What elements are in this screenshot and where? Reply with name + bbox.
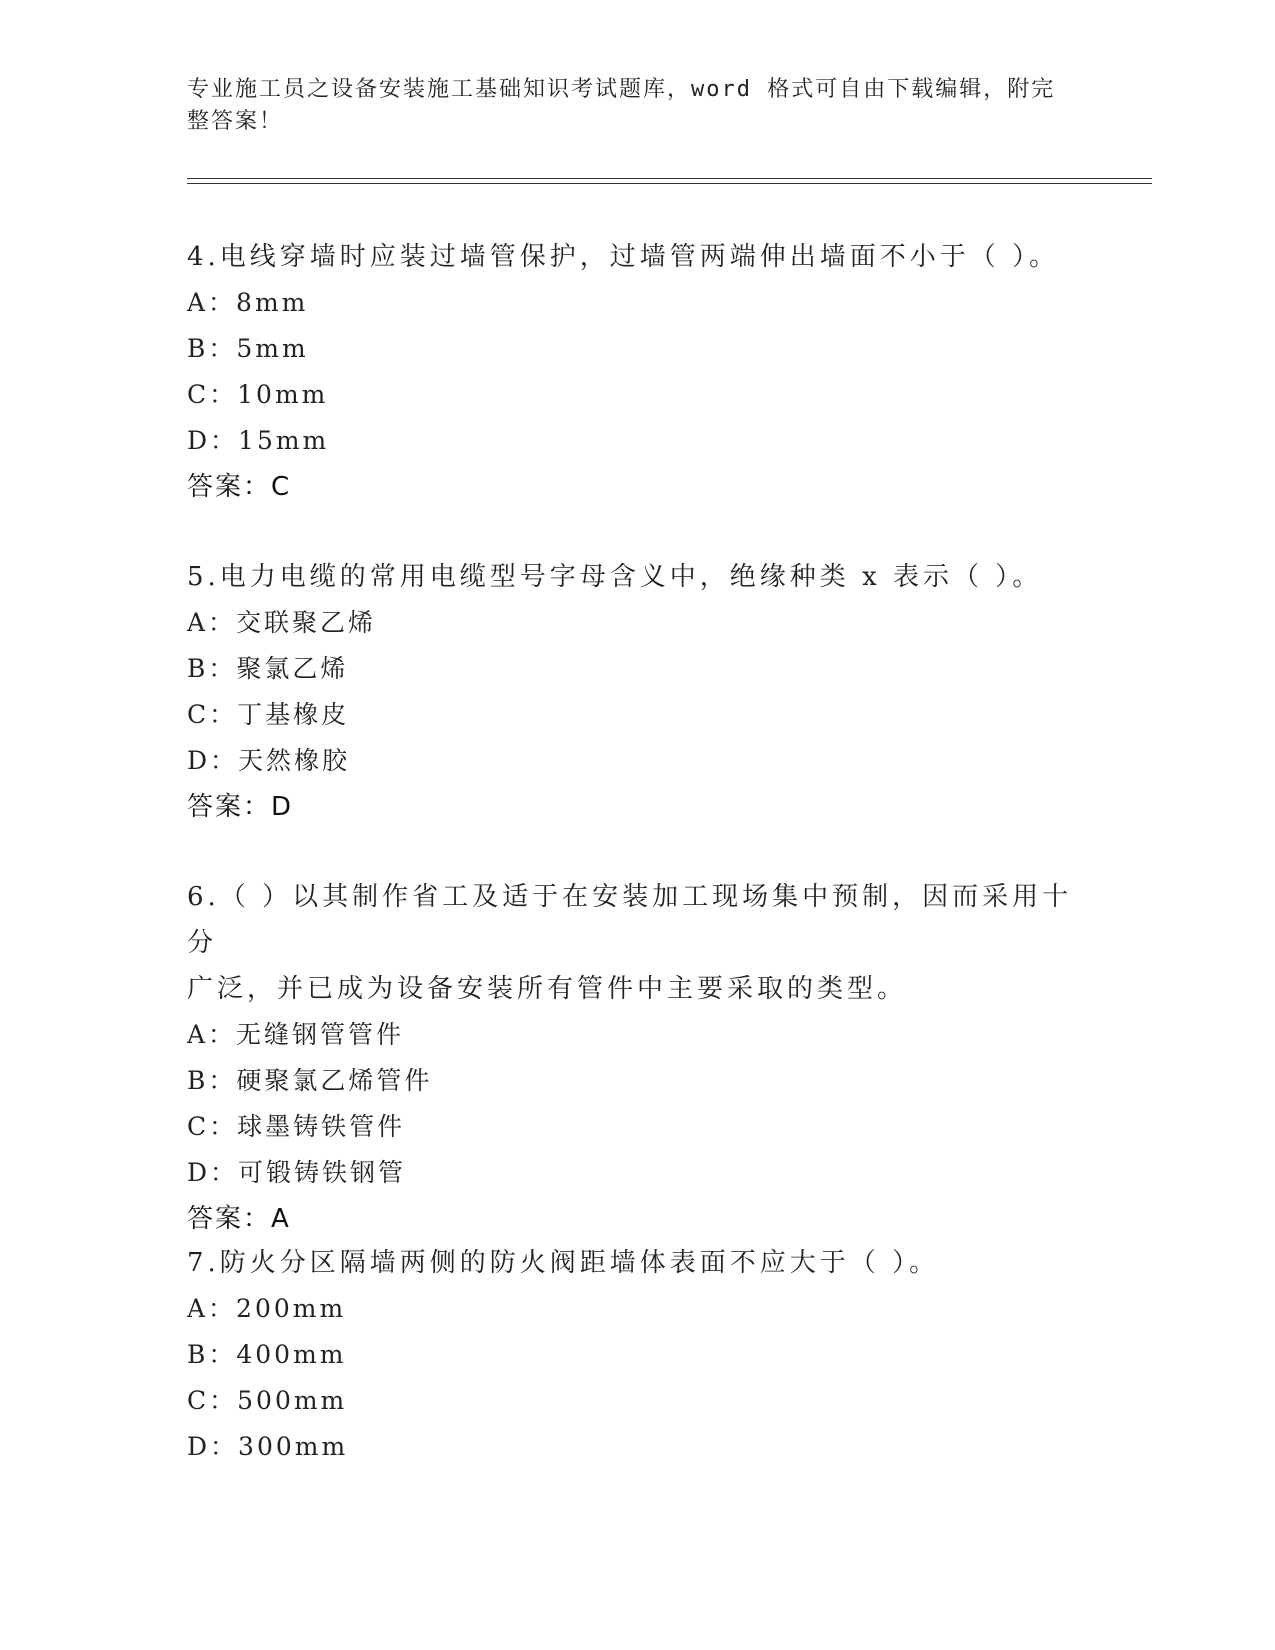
answer: 答案：A: [187, 1204, 291, 1234]
option-c: C：丁基橡皮: [187, 700, 350, 729]
option-d: D：天然橡胶: [187, 746, 351, 775]
option-a: A：交联聚乙烯: [187, 608, 377, 637]
option-a: A：无缝钢管管件: [187, 1020, 405, 1049]
document-header: [187, 74, 1087, 138]
question-stem-line-2: 广泛，并已成为设备安装所有管件中主要采取的类型。: [187, 974, 908, 1004]
option-a: A：200mm: [187, 1294, 347, 1323]
option-d: D：可锻铸铁钢管: [187, 1158, 407, 1187]
option-c: C：球墨铸铁管件: [187, 1112, 406, 1141]
question-7: [187, 1240, 1087, 1470]
header-line-1: 专业施工员之设备安装施工基础知识考试题库，word 格式可自由下载编辑，附完: [187, 77, 1056, 102]
question-4: [187, 234, 1087, 510]
header-divider-top: [187, 178, 1152, 179]
option-d: D：15mm: [187, 426, 330, 455]
option-b: B：5mm: [187, 334, 309, 363]
option-b: B：聚氯乙烯: [187, 654, 349, 683]
question-6: [187, 874, 1087, 1242]
question-stem: 5.电力电缆的常用电缆型号字母含义中，绝缘种类 x 表示（ ）。: [187, 562, 1043, 592]
question-5: [187, 554, 1087, 830]
question-stem-line-1: 6.（ ）以其制作省工及适于在安装加工现场集中预制，因而采用十分: [187, 882, 1073, 958]
header-divider-bottom: [187, 183, 1152, 184]
option-d: D：300mm: [187, 1432, 349, 1461]
question-stem: 7.防火分区隔墙两侧的防火阀距墙体表面不应大于（ ）。: [187, 1248, 940, 1278]
question-stem: 4.电线穿墙时应装过墙管保护，过墙管两端伸出墙面不小于（ ）。: [187, 242, 1060, 272]
option-a: A：8mm: [187, 288, 309, 317]
header-line-2: 整答案！: [187, 109, 284, 134]
option-c: C：10mm: [187, 380, 329, 409]
option-b: B：硬聚氯乙烯管件: [187, 1066, 433, 1095]
option-c: C：500mm: [187, 1386, 348, 1415]
option-b: B：400mm: [187, 1340, 347, 1369]
answer: 答案：D: [187, 792, 294, 822]
answer: 答案：C: [187, 472, 292, 502]
